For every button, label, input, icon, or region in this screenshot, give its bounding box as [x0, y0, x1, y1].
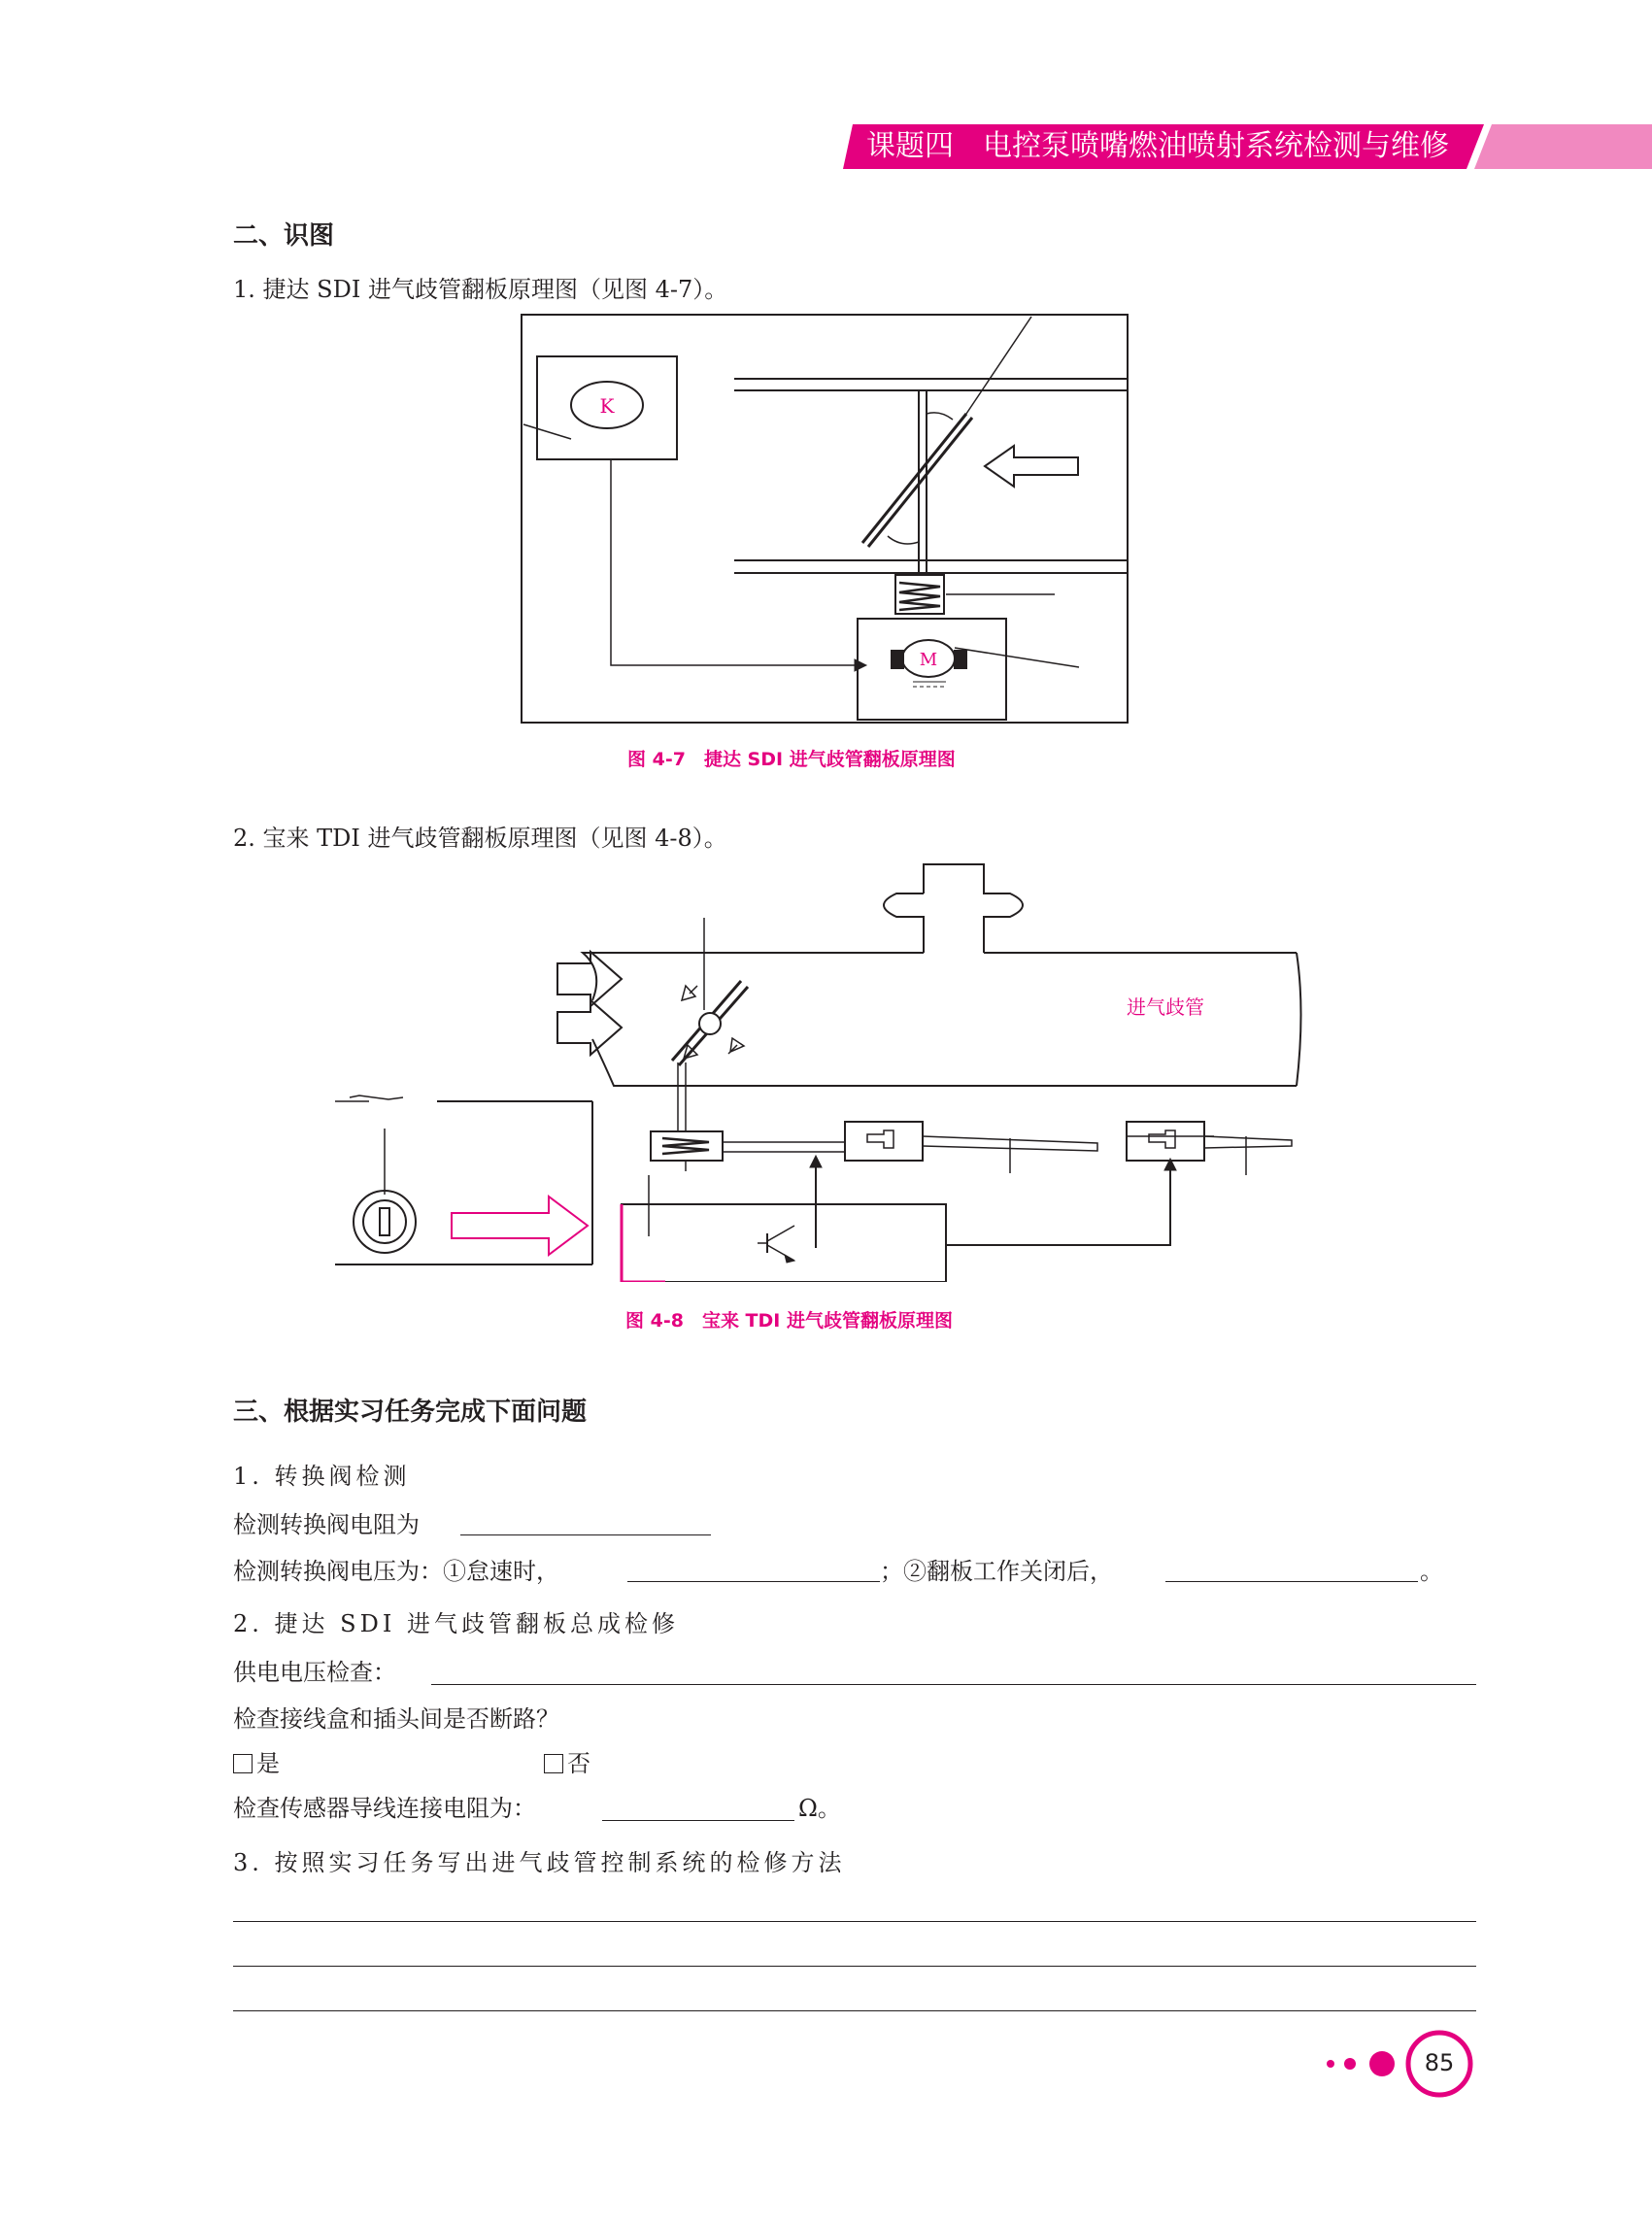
signal-arrow — [452, 1197, 588, 1255]
q1-voltage-end: 。 — [1420, 1558, 1443, 1585]
answer-line-2[interactable] — [233, 1966, 1476, 1967]
q2-option-yes[interactable] — [233, 1744, 280, 1778]
q2-option-no[interactable] — [544, 1744, 590, 1778]
air-inlet-arrow-top — [557, 952, 622, 1006]
q1-voltage-label: 检测转换阀电压为：①怠速时， — [233, 1558, 559, 1585]
answer-line-1[interactable] — [233, 1921, 1476, 1922]
vacuum-actuator — [651, 1131, 723, 1161]
q2-question: 检查接线盒和插头间是否断路？ — [233, 1705, 559, 1733]
item-2-text: 2. 宝来 TDI 进气歧管翻板原理图（见图 4-8）。 — [233, 825, 727, 852]
answer-line-3[interactable] — [233, 2010, 1476, 2011]
checkbox-no[interactable] — [544, 1754, 563, 1773]
figure-frame — [522, 315, 1128, 723]
flap-plate — [862, 414, 966, 543]
option-yes-label: 是 — [256, 1750, 280, 1777]
q2-supply-label: 供电电压检查： — [233, 1659, 396, 1686]
motor-label: M — [919, 650, 938, 670]
switch-valve — [845, 1122, 923, 1161]
q1-voltage-label-2: ；②翻板工作关闭后， — [880, 1558, 1113, 1585]
flap-pivot — [699, 1013, 721, 1034]
figure-4-7-caption: 图 4-7 捷达 SDI 进气歧管翻板原理图 — [627, 749, 956, 770]
q1-resistance-label: 检测转换阀电阻为 — [233, 1511, 420, 1538]
airflow-arrow — [985, 446, 1078, 487]
item-1-text: 1. 捷达 SDI 进气歧管翻板原理图（见图 4-7）。 — [233, 276, 728, 303]
manifold-label: 进气歧管 — [1127, 995, 1204, 1019]
q1-idle-voltage-blank[interactable] — [627, 1581, 880, 1582]
page-number: 85 — [1424, 2049, 1455, 2076]
q2-title: 2. 捷达 SDI 进气歧管翻板总成检修 — [233, 1610, 679, 1637]
q2-supply-blank[interactable] — [431, 1684, 1476, 1685]
q2-resistance-label: 检查传感器导线连接电阻为： — [233, 1795, 536, 1822]
q1-resistance-blank[interactable] — [460, 1534, 711, 1535]
air-inlet-arrow-bottom — [557, 1000, 622, 1055]
q3-title: 3. 按照实习任务写出进气歧管控制系统的检修方法 — [233, 1849, 846, 1876]
section-3-title: 三、根据实习任务完成下面问题 — [233, 1398, 588, 1427]
section-2-title: 二、识图 — [233, 221, 335, 251]
figure-4-7-diagram — [521, 313, 1130, 725]
q1-title: 1. 转换阀检测 — [233, 1463, 411, 1490]
checkbox-yes[interactable] — [233, 1754, 253, 1773]
q2-resistance-blank[interactable] — [602, 1820, 794, 1821]
option-no-label: 否 — [567, 1750, 590, 1777]
control-unit-label: K — [599, 394, 615, 418]
q2-resistance-unit: Ω。 — [798, 1795, 841, 1822]
q1-closed-voltage-blank[interactable] — [1165, 1581, 1418, 1582]
figure-4-8-diagram — [330, 855, 1311, 1282]
control-unit-2 — [622, 1204, 946, 1282]
figure-4-8-caption: 图 4-8 宝来 TDI 进气歧管翻板原理图 — [625, 1310, 953, 1332]
header-title: 课题四 电控泵喷嘴燃油喷射系统检测与维修 — [866, 129, 1449, 163]
